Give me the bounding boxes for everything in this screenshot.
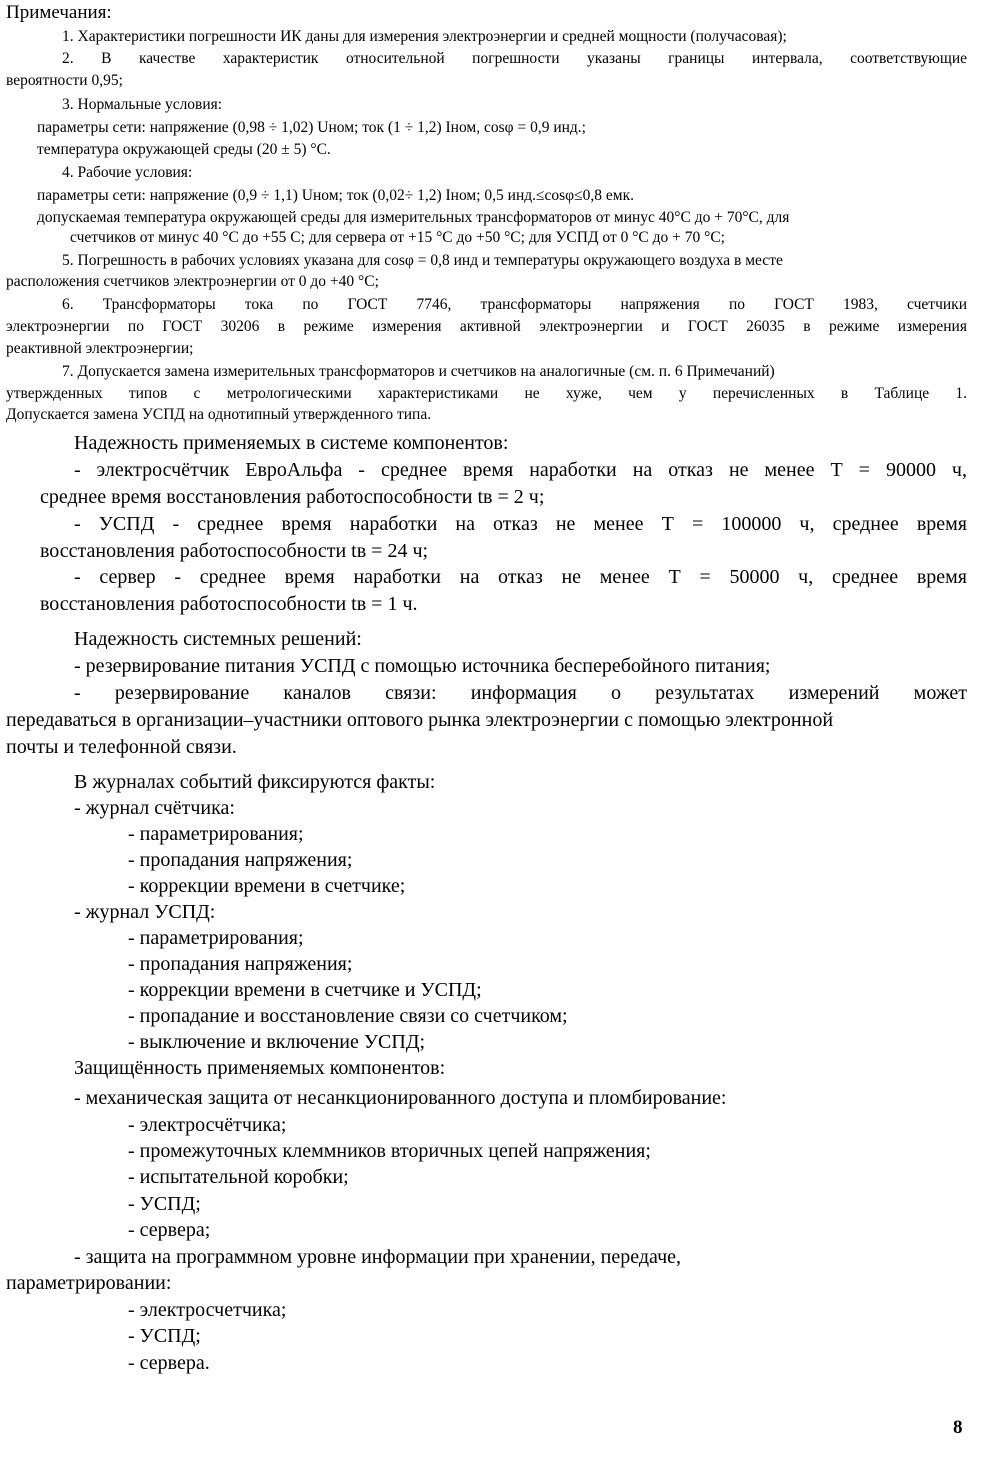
note-4-network: параметры сети: напряжение (0,9 ÷ 1,1) Uном; ток (0,02÷ 1,2) Iном; 0,5 инд.≤cosφ≤0,8 емк. — [37, 187, 634, 204]
journal-uspd-item: - выключение и включение УСПД; — [128, 1031, 426, 1053]
journal-uspd-item: - коррекции времени в счетчике и УСПД; — [128, 979, 482, 1001]
protection-mech-item: - УСПД; — [128, 1193, 201, 1215]
system-title: Надежность системных решений: — [74, 628, 362, 650]
protection-mech-item: - испытательной коробки; — [128, 1166, 349, 1188]
reliability-meter-line-1: - электросчётчик ЕвроАльфа - среднее время наработки на отказ не менее Т = 90000 ч, — [74, 459, 967, 481]
note-6-line-1: 6. Трансформаторы тока по ГОСТ 7746, трансформаторы напряжения по ГОСТ 1983, счетчики — [62, 296, 967, 313]
note-7-line-1: 7. Допускается замена измерительных трансформаторов и счетчиков на аналогичные (см. п. 6 Примечаний) — [62, 363, 775, 380]
journal-meter-item: - пропадания напряжения; — [128, 849, 353, 871]
note-3-temperature: температура окружающей среды (20 ± 5) °С. — [37, 141, 331, 158]
note-4: 4. Рабочие условия: — [62, 164, 193, 181]
note-2-line-1: 2. В качестве характеристик относительной погрешности указаны границы интервала, соответствующие — [62, 50, 967, 67]
note-7-line-3: Допускается замена УСПД на однотипный утвержденного типа. — [6, 406, 432, 423]
protection-soft-item: - электросчетчика; — [128, 1299, 287, 1321]
note-4-temp-line-2: счетчиков от минус 40 °С до +55 С; для сервера от +15 °С до +50 °С; для УСПД от 0 °С до + 70 °С; — [70, 229, 725, 246]
protection-title: Защищённость применяемых компонентов: — [74, 1057, 446, 1079]
system-item-2-line-2: передаваться в организации–участники оптового рынка электроэнергии с помощью электронной — [6, 709, 834, 731]
reliability-uspd-line-2: восстановления работоспособности tв = 24 ч; — [40, 540, 429, 562]
journal-uspd: - журнал УСПД: — [74, 901, 216, 923]
reliability-title: Надежность применяемых в системе компонентов: — [74, 432, 509, 454]
journal-uspd-item: - пропадания напряжения; — [128, 953, 353, 975]
note-2-line-2: вероятности 0,95; — [6, 72, 123, 89]
protection-mech-item: - сервера; — [128, 1219, 211, 1241]
note-7-line-2: утвержденных типов с метрологическими характеристиками не хуже, чем у перечисленных в Таблице 1. — [6, 385, 967, 402]
journal-meter-item: - параметрирования; — [128, 823, 304, 845]
protection-mechanical: - механическая защита от несанкционированного доступа и пломбирование: — [74, 1087, 727, 1109]
journal-uspd-item: - пропадание и восстановление связи со счетчиком; — [128, 1005, 568, 1027]
reliability-server-line-1: - сервер - среднее время наработки на отказ не менее Т = 50000 ч, среднее время — [74, 566, 967, 588]
protection-mech-item: - электросчётчика; — [128, 1114, 287, 1136]
protection-software-line-2: параметрировании: — [6, 1272, 172, 1294]
note-3: 3. Нормальные условия: — [62, 96, 223, 113]
note-5-line-2: расположения счетчиков электроэнергии от 0 до +40 °С; — [6, 273, 379, 290]
note-6-line-2: электроэнергии по ГОСТ 30206 в режиме измерения активной электроэнергии и ГОСТ 26035 в режиме измерения — [6, 318, 967, 335]
journals-title: В журналах событий фиксируются факты: — [74, 771, 436, 793]
protection-software-line-1: - защита на программном уровне информации при хранении, передаче, — [74, 1246, 682, 1268]
protection-soft-item: - УСПД; — [128, 1325, 201, 1347]
reliability-server-line-2: восстановления работоспособности tв = 1 ч. — [40, 593, 418, 615]
reliability-meter-line-2: среднее время восстановления работоспособности tв = 2 ч; — [40, 486, 545, 508]
protection-mech-item: - промежуточных клеммников вторичных цепей напряжения; — [128, 1140, 651, 1162]
note-3-network: параметры сети: напряжение (0,98 ÷ 1,02) Uном; ток (1 ÷ 1,2) Iном, cosφ = 0,9 инд.; — [37, 119, 586, 136]
note-1: 1. Характеристики погрешности ИК даны для измерения электроэнергии и средней мощности (получасовая); — [62, 28, 787, 45]
journal-meter: - журнал счётчика: — [74, 797, 235, 819]
journal-meter-item: - коррекции времени в счетчике; — [128, 875, 406, 897]
reliability-uspd-line-1: - УСПД - среднее время наработки на отказ не менее Т = 100000 ч, среднее время — [74, 513, 967, 535]
page-number: 8 — [953, 1417, 963, 1438]
note-6-line-3: реактивной электроэнергии; — [6, 340, 194, 357]
notes-title: Примечания: — [6, 2, 112, 23]
system-item-2-line-1: - резервирование каналов связи: информация о результатах измерений может — [74, 682, 967, 704]
protection-soft-item: - сервера. — [128, 1352, 210, 1374]
system-item-1: - резервирование питания УСПД с помощью источника бесперебойного питания; — [74, 655, 771, 677]
journal-uspd-item: - параметрирования; — [128, 927, 304, 949]
note-4-temp-line-1: допускаемая температура окружающей среды для измерительных трансформаторов от минус 40°С до + 70°С, для — [37, 209, 790, 226]
note-5-line-1: 5. Погрешность в рабочих условиях указана для cosφ = 0,8 инд и температуры окружающего воздуха в месте — [62, 252, 783, 269]
system-item-2-line-3: почты и телефонной связи. — [6, 736, 237, 758]
